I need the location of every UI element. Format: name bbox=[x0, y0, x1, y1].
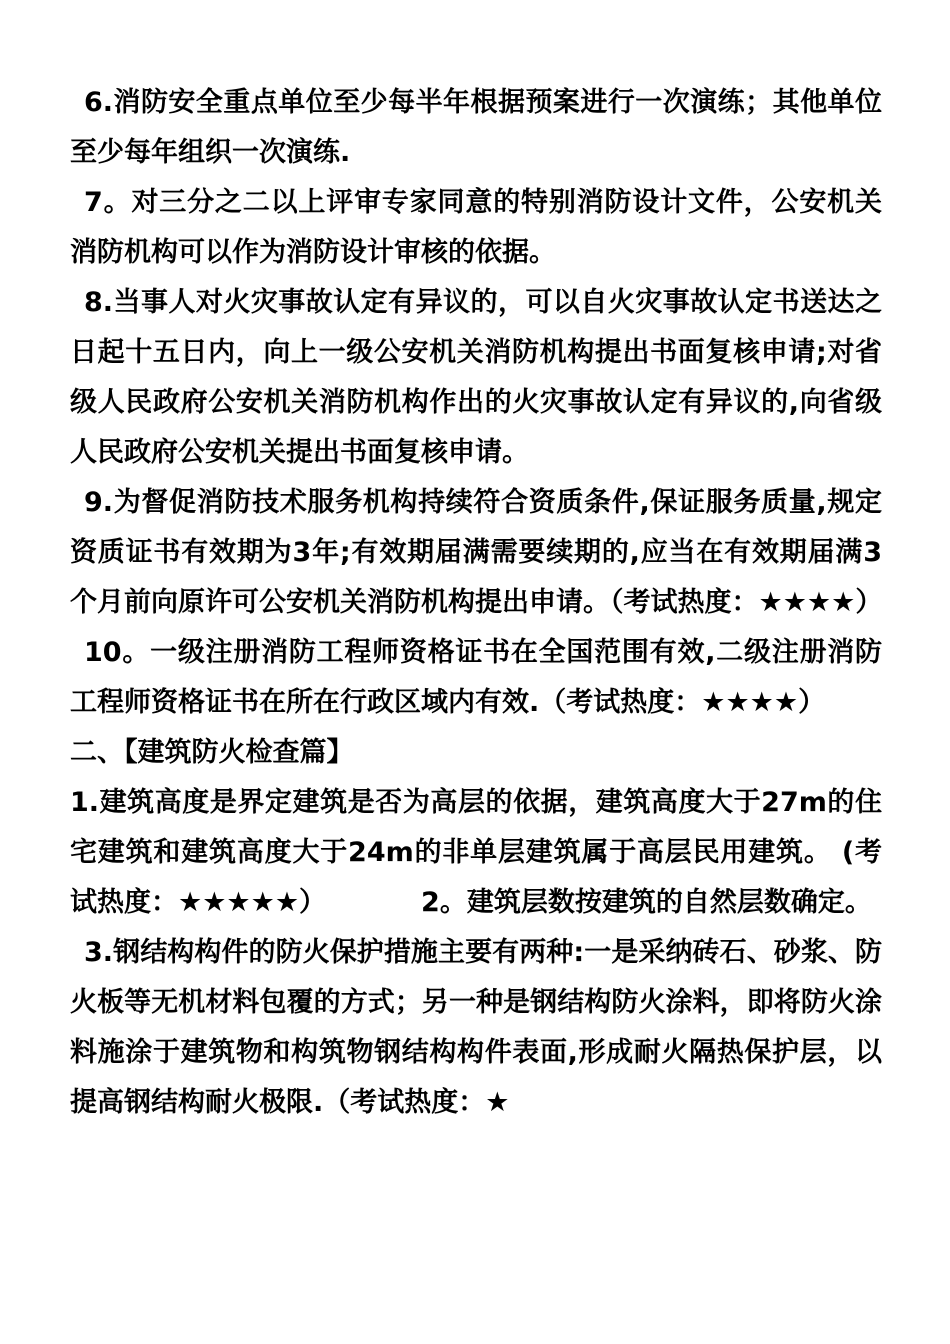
paragraph-7: 7。对三分之二以上评审专家同意的特别消防设计文件，公安机关消防机构可以作为消防设计审核的依据。 bbox=[70, 187, 882, 268]
paragraph-steel-structure: 3.钢结构构件的防火保护措施主要有两种:一是采纳砖石、砂浆、防火板等无机材料包覆的方式；另一种是钢结构防火涂料，即将防火涂料施涂于建筑物和构筑物钢结构构件表面,形成耐火隔热保护层，以提高钢结构耐火极限.（考试热度：★ bbox=[70, 937, 882, 1118]
paragraph-building-height bbox=[70, 778, 882, 928]
section-heading: 二、【建筑防火检查篇】 bbox=[70, 737, 354, 768]
building-floors-text: 2。建筑层数按建筑的自然层数确定。 bbox=[421, 887, 872, 918]
document-body bbox=[70, 78, 882, 1128]
building-height-text: 1.建筑高度是界定建筑是否为高层的依据，建筑高度大于27m的住宅建筑和建筑高度大于24m的非单层建筑属于高层民用建筑。 (考试热度：★★★★★） bbox=[70, 787, 882, 918]
paragraph-10: 10。一级注册消防工程师资格证书在全国范围有效,二级注册消防工程师资格证书在所在行政区域内有效.（考试热度：★★★★） bbox=[70, 637, 882, 718]
paragraph-9: 9.为督促消防技术服务机构持续符合资质条件,保证服务质量,规定资质证书有效期为3年;有效期届满需要续期的,应当在有效期届满3个月前向原许可公安机关消防机构提出申请。（考试热度：★★★★） bbox=[70, 487, 883, 618]
paragraph-8: 8.当事人对火灾事故认定有异议的，可以自火灾事故认定书送达之日起十五日内，向上一级公安机关消防机构提出书面复核申请;对省级人民政府公安机关消防机构作出的火灾事故认定有异议的,向省级人民政府公安机关提出书面复核申请。 bbox=[70, 287, 882, 468]
paragraph-6: 6.消防安全重点单位至少每半年根据预案进行一次演练；其他单位至少每年组织一次演练. bbox=[70, 87, 882, 168]
